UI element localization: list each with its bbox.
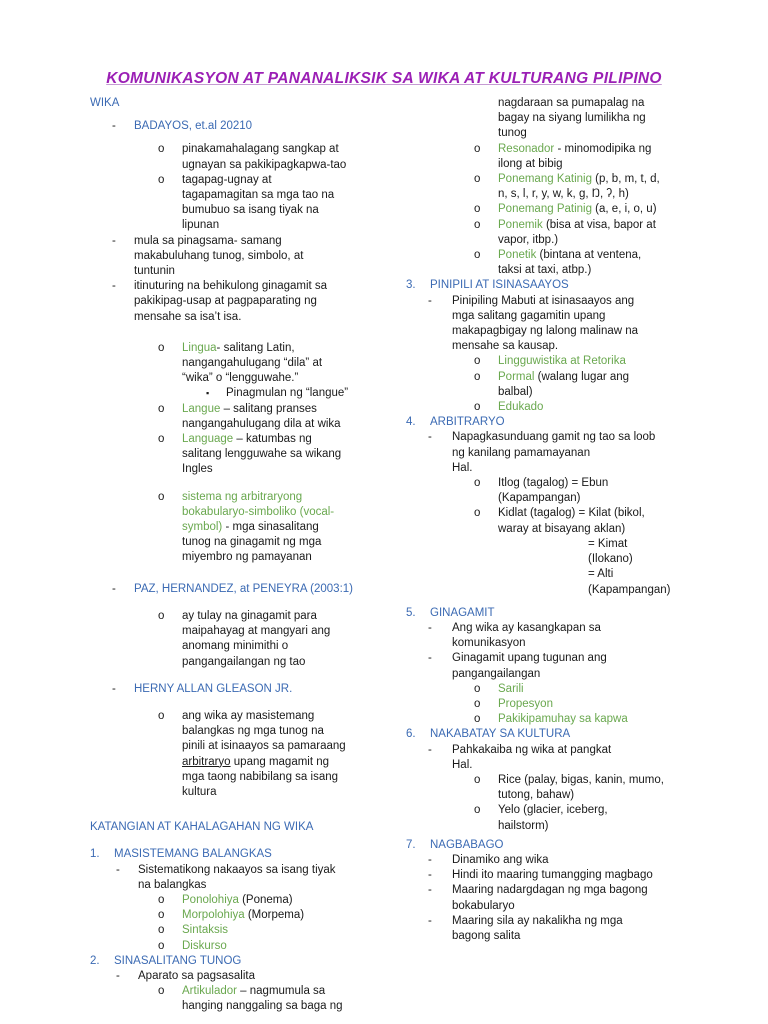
numbered-heading-3: 3. PINIPILI AT ISINASAAYOS — [406, 279, 569, 292]
list-item: - itinuturing na behikulong ginagamit sa pakikipag-usap at pagpaparating ng mensahe sa isa’t isa. — [112, 280, 328, 323]
numbered-heading-5: 5. GINAGAMIT — [406, 606, 495, 619]
list-item: - Hindi ito maaring tumangging magbago — [428, 869, 653, 882]
list-item: - Dinamiko ang wika — [428, 853, 549, 866]
numbered-heading-7: 7. NAGBABAGO — [406, 838, 504, 851]
list-item: - Pinipiling Mabuti at isinasaayos ang mga salitang gagamitin upang makapagbigay ng lalong malinaw na mensahe sa kausap. — [428, 294, 639, 353]
list-item: - Maaring nadargdagan ng mga bagong bokabularyo — [428, 884, 648, 912]
example-label: Hal. — [452, 461, 473, 474]
list-item-ponetik: o Ponetik (bintana at ventena, taksi at taxi, atbp.) — [474, 249, 642, 277]
list-item: o Ponolohiya (Ponema) — [158, 893, 293, 906]
list-item-artikulador: o Artikulador – nagmumula sa hanging nanggaling sa baga ng — [158, 985, 343, 1013]
numbered-heading-6: 6. NAKABATAY SA KULTURA — [406, 728, 571, 741]
list-item-langue: o Langue – salitang pranses nangangahulugang dila at wika — [158, 402, 341, 430]
list-item: o pinakamahalagang sangkap at ugnayan sa pakikipagkapwa-tao — [158, 143, 347, 171]
list-item: o Propesyon — [474, 697, 553, 710]
numbered-heading-2: 2. SINASALITANG TUNOG — [90, 954, 242, 967]
list-item: - Pahkakaiba ng wika at pangkat — [428, 743, 612, 756]
list-item: - Aparato sa pagsasalita — [116, 969, 255, 982]
list-item-ponemik: o Ponemik (bisa at visa, bapor at vapor, itbp.) — [474, 218, 656, 246]
list-item-lingua: o Lingua- salitang Latin, nangangahulugang “dila” at “wika” o “lengguwahe.” — [158, 341, 323, 385]
right-column — [400, 96, 690, 944]
list-item: - mula sa pinagsama- samang makabuluhang tunog, simbolo, at tuntunin — [112, 234, 304, 278]
list-item-resonador: o Resonador - minomodipika ng ilong at bibig — [474, 142, 652, 170]
list-item: o Rice (palay, bigas, kanin, mumo, tutong, bahaw) — [474, 773, 664, 802]
list-item: o Pormal (walang lugar ang balbal) — [474, 370, 630, 398]
list-item: o Itlog (tagalog) = Ebun (Kapampangan) — [474, 477, 609, 505]
list-item: o ay tulay na ginagamit para maipahayag at mangyari ang anomang minimithi o pangangailangan ng tao — [158, 609, 331, 668]
list-item-continued: nagdaraan sa pumapalag na bagay na siyang lumilikha ng tunog — [498, 97, 646, 140]
example-label: Hal. — [452, 758, 473, 771]
list-item: o Sarili — [474, 682, 524, 695]
numbered-heading-1: 1. MASISTEMANG BALANGKAS — [90, 848, 272, 861]
source-badayos: - BADAYOS, et.al 20210 — [112, 120, 253, 133]
left-column — [86, 96, 386, 1015]
list-item: - Napagkasunduang gamit ng tao sa loob ng kanilang pamamayanan — [428, 431, 656, 459]
list-item: o Diskurso — [158, 939, 227, 952]
list-item: o Lingguwistika at Retorika — [474, 355, 626, 368]
list-item: o Sintaksis — [158, 924, 229, 937]
page-title: KOMUNIKASYON AT PANANALIKSIK SA WIKA AT KULTURANG PILIPINO — [106, 70, 662, 87]
list-item: o Edukado — [474, 401, 544, 414]
list-item-sistema: o sistema ng arbitraryong bokabularyo-simboliko (vocal- symbol) - mga sinasalitang tunog na ginagamit ng mga miyembro ng pamayanan — [158, 490, 335, 564]
source-gleason: - HERNY ALLAN GLEASON JR. — [112, 682, 293, 695]
numbered-heading-4: 4. ARBITRARYO — [406, 416, 505, 429]
list-item-language: o Language – katumbas ng salitang lengguwahe sa wikang Ingles — [158, 433, 342, 476]
list-item: o Yelo (glacier, iceberg, hailstorm) — [474, 804, 608, 832]
equivalent-kimat: = Kimat (Ilokano) — [588, 537, 633, 566]
list-item: o ang wika ay masistemang balangkas ng mga tunog na pinili at isinaayos sa pamaraang arbitraryo upang magamit ng mga taong nabibilang sa isang kultura — [158, 709, 346, 798]
sub-list-item: ▪ Pinagmulan ng “langue” — [206, 387, 349, 400]
list-item: o Pakikipamuhay sa kapwa — [474, 713, 628, 726]
list-item: o Kidlat (tagalog) = Kilat (bikol, waray at bisayang aklan) — [474, 507, 645, 535]
equivalent-alti: = Alti (Kapampangan) — [588, 568, 671, 596]
section-heading-katangian: KATANGIAN AT KAHALAGAHAN NG WIKA — [90, 821, 314, 834]
list-item: - Sistematikong nakaayos sa isang tiyak na balangkas — [116, 863, 336, 891]
section-heading-wika: WIKA — [90, 97, 120, 109]
list-item-patinig: o Ponemang Patinig (a, e, i, o, u) — [474, 203, 657, 216]
source-paz: - PAZ, HERNANDEZ, at PENEYRA (2003:1) — [112, 582, 353, 595]
list-item: - Maaring sila ay nakalikha ng mga bagong salita — [428, 914, 623, 942]
list-item: o Morpolohiya (Morpema) — [158, 909, 305, 922]
list-item: - Ginagamit upang tugunan ang pangangailangan — [428, 652, 607, 680]
list-item: o tagapag-ugnay at tagapamagitan sa mga tao na bumubuo sa isang tiyak na lipunan — [158, 173, 335, 232]
list-item: - Ang wika ay kasangkapan sa komunikasyon — [428, 621, 601, 650]
list-item-katinig: o Ponemang Katinig (p, b, m, t, d, n, s, l, r, y, w, k, g, Ŋ, ʔ, h) — [474, 173, 660, 201]
